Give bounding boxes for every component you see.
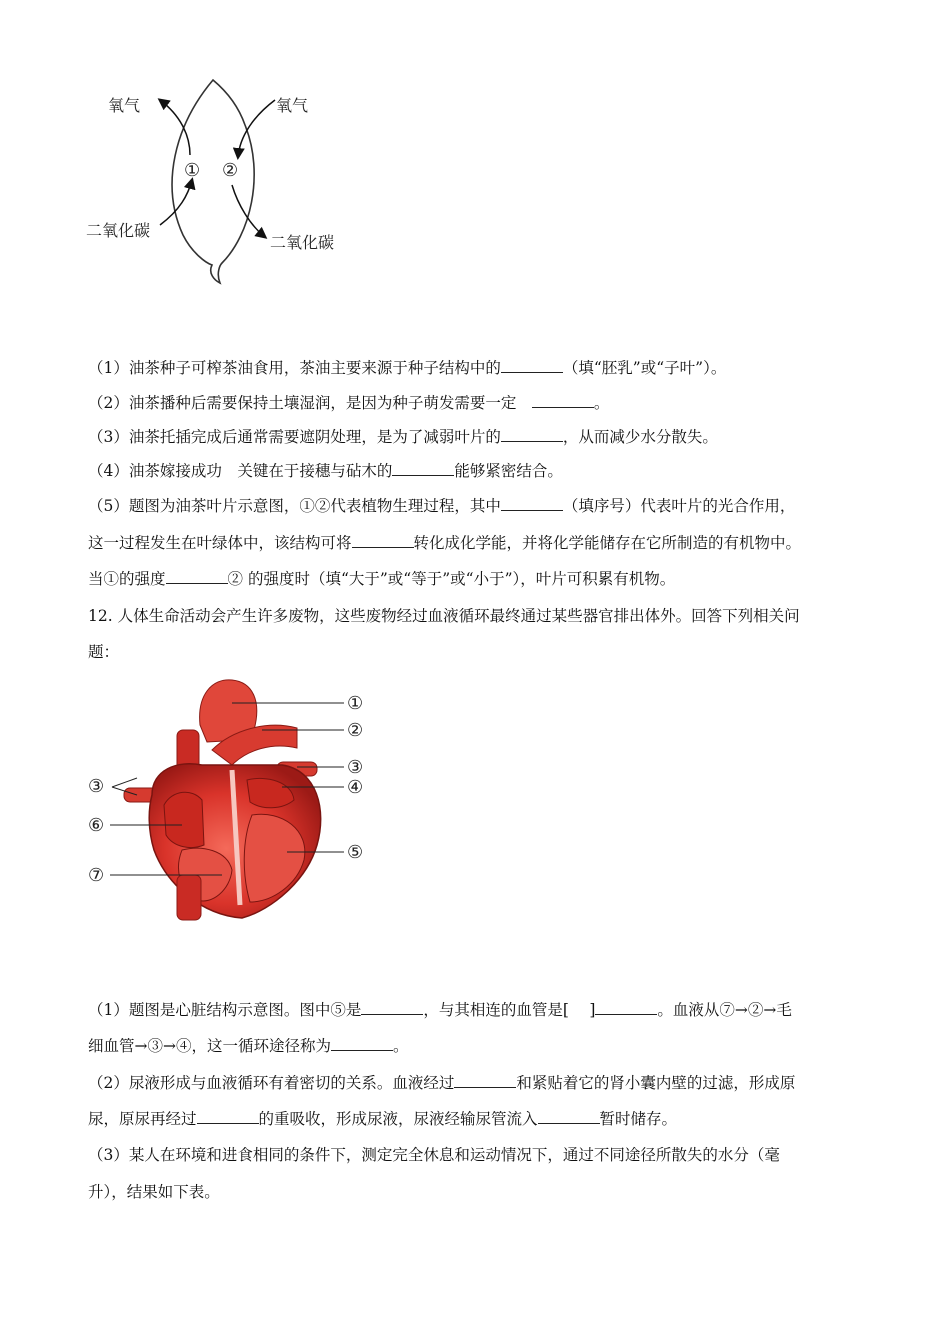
q12-sub1-line-2: 细血管→③→④，这一循环途径称为 。 (88, 1037, 409, 1055)
answer-blank[interactable] (352, 533, 414, 548)
heart-label-4: ④ (347, 777, 364, 798)
heart-label-3-right: ③ (347, 757, 364, 778)
answer-blank[interactable] (538, 1109, 600, 1124)
heart-figure (82, 670, 382, 925)
heart-label-7: ⑦ (88, 865, 105, 886)
heart-label-6: ⑥ (88, 815, 105, 836)
answer-blank[interactable] (197, 1109, 259, 1124)
q12-sub3-line-2: 升），结果如下表。 (88, 1183, 220, 1201)
label-oxygen-right: 氧气 (276, 96, 309, 115)
heart-label-2: ② (347, 720, 364, 741)
q12-intro-line-2: 题： (88, 643, 120, 661)
answer-blank[interactable] (501, 427, 563, 442)
answer-blank[interactable] (392, 461, 454, 476)
label-co2-right: 二氧化碳 (270, 233, 335, 252)
q11-line-6: 这一过程发生在叶绿体中，该结构可将 转化成化学能，并将化学能储存在它所制造的有机物中。 (88, 534, 802, 552)
heart-diagram (82, 670, 382, 925)
answer-blank[interactable] (501, 358, 563, 373)
answer-blank[interactable] (454, 1073, 516, 1088)
heart-label-3-left: ③ (88, 776, 105, 797)
answer-blank[interactable] (166, 569, 228, 584)
arrow-oxygen-left (160, 100, 190, 155)
inferior-vena-cava (177, 875, 201, 920)
q11-line-7: 当①的强度 ② 的强度时（填“大于”或“等于”或“小于”），叶片可积累有机物。 (88, 570, 676, 588)
answer-blank[interactable] (595, 1000, 657, 1015)
label-co2-left: 二氧化碳 (86, 221, 151, 240)
answer-blank[interactable] (532, 393, 594, 408)
q11-line-5: （5）题图为油茶叶片示意图，①②代表植物生理过程，其中 （填序号）代表叶片的光合作用， (88, 497, 796, 515)
q11-line-3: （3）油茶托插完成后通常需要遮阴处理，是为了减弱叶片的 ，从而减少水分散失。 (88, 428, 718, 446)
label-oxygen-left: 氧气 (108, 96, 141, 115)
q12-sub2-line-2: 尿，原尿再经过 的重吸收，形成尿液，尿液经输尿管流入 暂时储存。 (88, 1110, 678, 1128)
q12-sub1-line-1: （1）题图是心脏结构示意图。图中⑤是 ，与其相连的血管是[ ] 。血液从⑦→②→毛 (88, 1001, 792, 1019)
marker-1: ① (184, 160, 201, 181)
q11-line-2: （2）油茶播种后需要保持土壤湿润，是因为种子萌发需要一定 。 (88, 394, 610, 412)
leaf-figure (80, 75, 370, 290)
arrow-oxygen-right (238, 100, 275, 157)
q12-sub2-line-1: （2）尿液形成与血液循环有着密切的关系。血液经过 和紧贴着它的肾小囊内壁的过滤，形成原 (88, 1074, 796, 1092)
heart-label-1: ① (347, 693, 364, 714)
answer-blank[interactable] (331, 1036, 393, 1051)
arrow-co2-right (232, 185, 265, 237)
answer-blank[interactable] (501, 496, 563, 511)
q11-line-1: （1）油茶种子可榨茶油食用，茶油主要来源于种子结构中的 （填“胚乳”或“子叶”）。 (88, 359, 727, 377)
answer-blank[interactable] (361, 1000, 423, 1015)
heart-label-5: ⑤ (347, 842, 364, 863)
q12-intro-line-1: 12. 人体生命活动会产生许多废物，这些废物经过血液循环最终通过某些器官排出体外。回答下列相关问 (88, 607, 800, 625)
leaf-outline (172, 80, 254, 283)
q11-line-4: （4）油茶嫁接成功 关键在于接穗与砧木的 能够紧密结合。 (88, 462, 563, 480)
right-atrium (164, 792, 204, 847)
marker-2: ② (222, 160, 239, 181)
q12-sub3-line-1: （3）某人在环境和进食相同的条件下，测定完全休息和运动情况下，通过不同途径所散失的水分（毫 (88, 1146, 780, 1164)
